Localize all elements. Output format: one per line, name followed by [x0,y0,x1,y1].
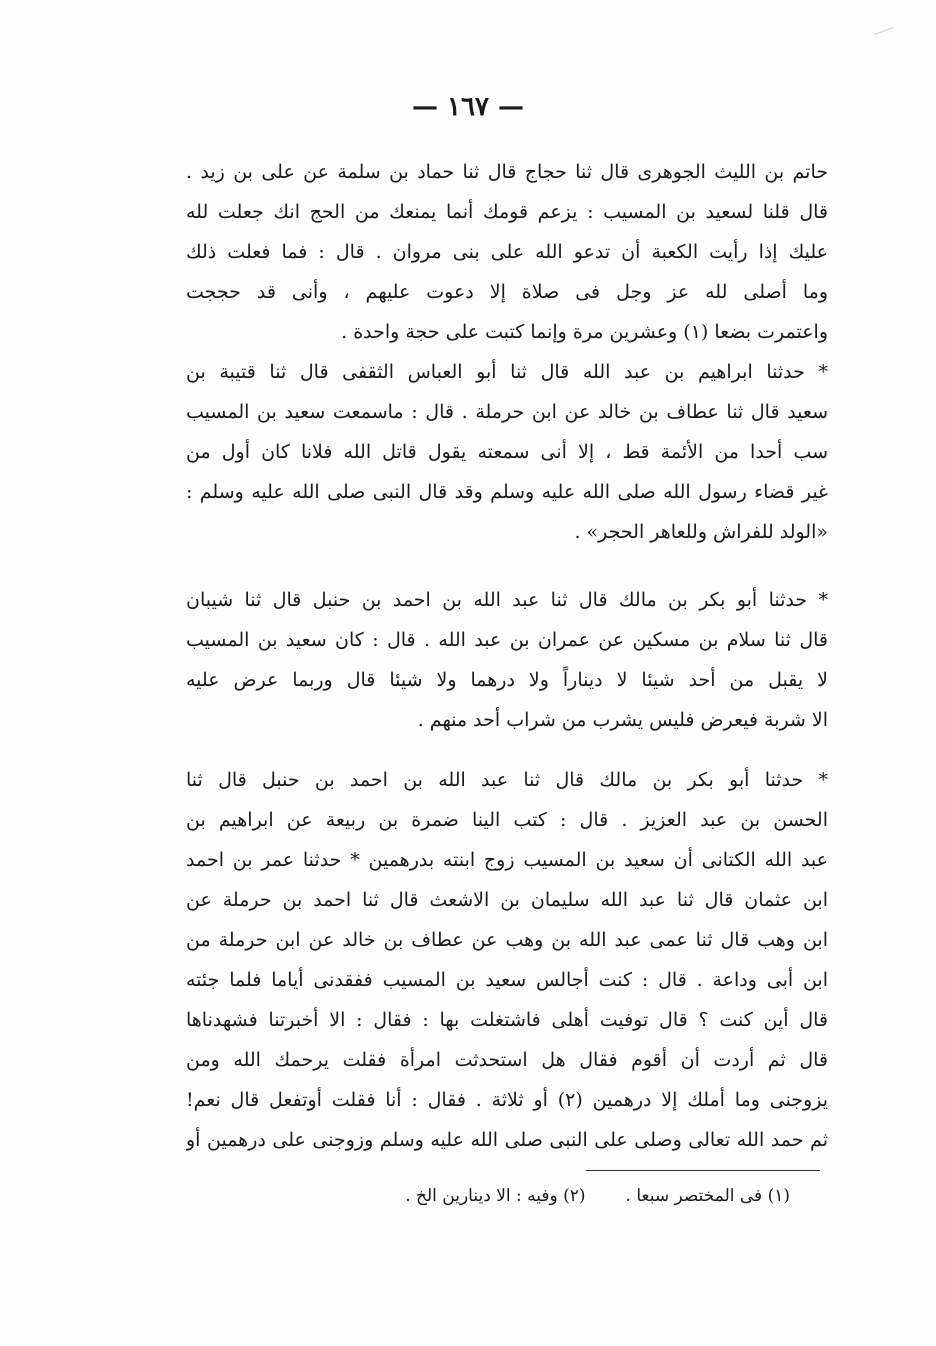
text-line: سعيد قال ثنا عطاف بن خالد عن ابن حرملة . قال : ماسمعت سعيد بن المسيب [186,401,828,423]
text-line: سب أحدا من الأئمة قط ، إلا أنى سمعته يقول قاتل الله فلانا كان أول من [186,441,828,463]
text-line: غير قضاء رسول الله صلى الله عليه وسلم وقد قال النبى صلى الله عليه وسلم : [186,481,828,503]
text-line: لا يقبل من أحد شيئا لا ديناراً ولا درهما ولا شيئا قال وربما عرض عليه [186,669,828,691]
footnotes [340,1180,790,1212]
text-line: الا شربة فيعرض فليس يشرب من شراب أحد منهم . [417,709,828,731]
text-line: * حدثنا أبو بكر بن مالك قال ثنا عبد الله بن احمد بن حنبل قال ثنا [186,769,828,791]
text-line: «الولد للفراش وللعاهر الحجر» . [574,521,828,543]
text-line: وما أصلى لله عز وجل فى صلاة إلا دعوت عليهم ، وأنى قد حججت [186,281,828,303]
text-line: ابن أبى وداعة . قال : كنت أجالس سعيد بن المسيب ففقدنى أياما فلما جئته [186,969,828,991]
text-line: قال قلنا لسعيد بن المسيب : يزعم قومك أنما يمنعك من الحج انك جعلت لله [186,201,828,223]
footnote-2: (٢) وفيه : الا دينارين الخ . [405,1186,586,1206]
text-line: * حدثنا أبو بكر بن مالك قال ثنا عبد الله بن احمد بن حنبل قال ثنا شيبان [186,589,828,611]
text-line: حاتم بن الليث الجوهرى قال ثنا حجاج قال ثنا حماد بن سلمة عن على بن زيد . [186,161,828,183]
text-line: عبد الله الكتانى أن سعيد بن المسيب زوج ابنته بدرهمين * حدثنا عمر بن احمد [186,849,828,871]
paragraph-2 [186,352,828,552]
text-line: * حدثنا ابراهيم بن عبد الله قال ثنا أبو العباس الثقفى قال ثنا قتيبة بن [186,361,828,383]
text-line: ابن وهب قال ثنا عمى عبد الله بن وهب عن عطاف بن خالد عن ابن حرملة من [186,929,828,951]
text-line: ثم حمد الله تعالى وصلى على النبى صلى الله عليه وسلم وزوجنى على درهمين أو [186,1129,828,1151]
paragraph-1 [186,152,828,352]
text-line: قال ثنا سلام بن مسكين عن عمران بن عبد الله . قال : كان سعيد بن المسيب [186,629,828,651]
paragraph-4 [186,760,828,1160]
text-line: قال ثم أردت أن أقوم فقال هل استحدثت امرأة فقلت يرحمك الله ومن [186,1049,828,1071]
page-number: — ١٦٧ — [411,92,525,122]
footnote-1: (١) فى المختصر سبعا . [625,1186,790,1206]
paragraph-3 [186,580,828,740]
footnote-divider [586,1170,820,1171]
text-line: واعتمرت بضعا (١) وعشرين مرة وإنما كتبت على حجة واحدة . [341,321,828,343]
margin-mark [875,27,898,44]
text-line: قال أين كنت ؟ قال توفيت أهلى فاشتغلت بها : فقال : الا أخبرتنا فشهدناها [186,1009,828,1031]
text-line: الحسن بن عبد العزيز . قال : كتب الينا ضمرة بن ربيعة عن ابراهيم بن [186,809,828,831]
text-line: يزوجنى وما أملك إلا درهمين (٢) أو ثلاثة . فقال : أنا فقلت أوتفعل قال نعم! [186,1089,828,1111]
text-line: ابن عثمان قال ثنا عبد الله سليمان بن الاشعث قال ثنا احمد بن حرملة عن [186,889,828,911]
text-line: عليك إذا رأيت الكعبة أن تدعو الله على بنى مروان . قال : فما فعلت ذلك [186,241,828,263]
